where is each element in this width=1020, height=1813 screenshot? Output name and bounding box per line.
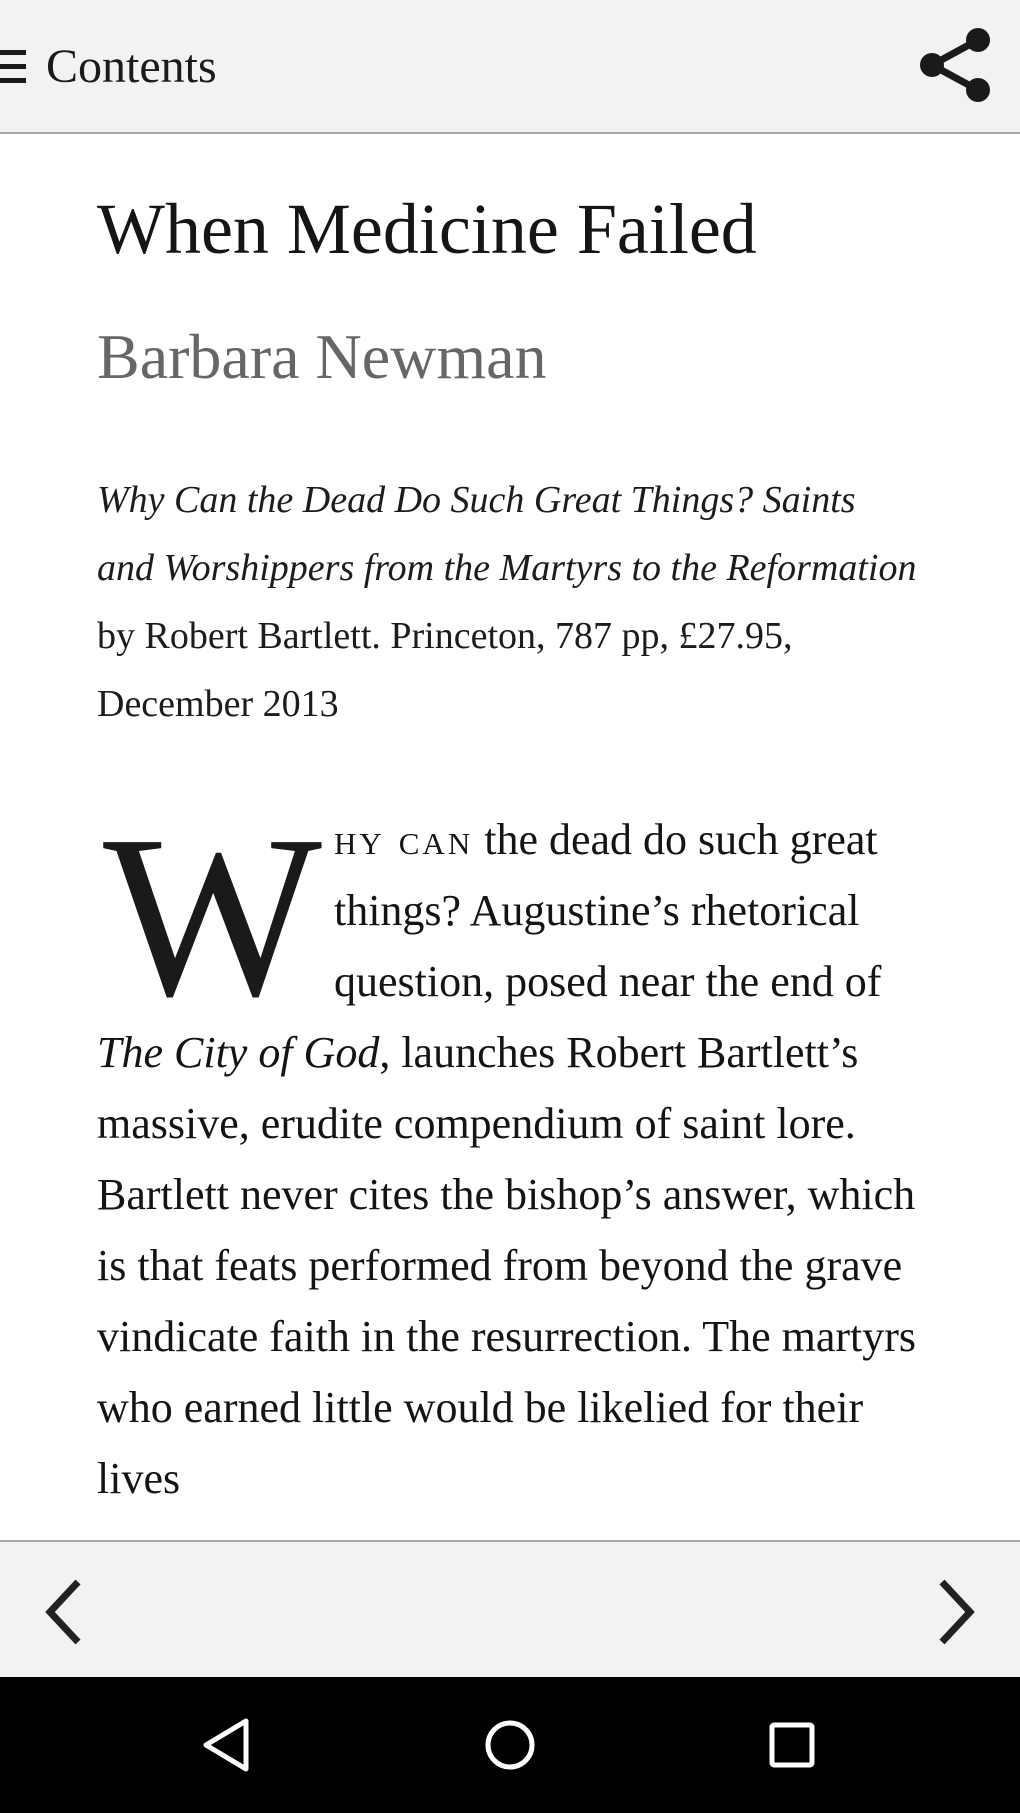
article-body bbox=[97, 788, 919, 1514]
back-triangle-icon bbox=[188, 1705, 268, 1785]
article-title: When Medicine Failed bbox=[97, 189, 757, 269]
article-author: Barbara Newman bbox=[97, 321, 547, 392]
bottom-nav-bar bbox=[0, 1540, 1020, 1677]
system-back-button[interactable] bbox=[188, 1705, 268, 1785]
system-navigation-bar bbox=[0, 1677, 1020, 1813]
body-italic-title: The City of God bbox=[97, 1028, 380, 1077]
share-icon bbox=[910, 20, 1000, 110]
opening-small-caps: hy can bbox=[333, 815, 474, 864]
drop-cap: W bbox=[103, 788, 322, 1045]
hamburger-menu-icon bbox=[0, 46, 26, 86]
contents-label: Contents bbox=[46, 39, 217, 93]
system-recent-apps-button[interactable] bbox=[752, 1705, 832, 1785]
book-info bbox=[97, 466, 917, 738]
chevron-left-icon bbox=[26, 1572, 106, 1652]
contents-button[interactable] bbox=[0, 28, 217, 104]
body-text-part-2: , launches Robert Bartlett’s massive, erudite compendium of saint lore. Bartlett never cites the bishop’s answer, which is that feats performed from beyond the grave vindicate faith in the resurrection. The martyrs who earned little would be likelied for their lives bbox=[97, 1028, 917, 1503]
body-text-part-1: the dead do such great things? Augustine’s rhetorical question, posed near the end of bbox=[333, 815, 882, 1006]
previous-page-button[interactable] bbox=[26, 1572, 106, 1652]
share-button[interactable] bbox=[910, 20, 1000, 110]
system-home-button[interactable] bbox=[470, 1705, 550, 1785]
home-circle-icon bbox=[470, 1705, 550, 1785]
recent-apps-square-icon bbox=[752, 1705, 832, 1785]
top-bar bbox=[0, 0, 1020, 134]
chevron-right-icon bbox=[914, 1572, 994, 1652]
next-page-button[interactable] bbox=[914, 1572, 994, 1652]
book-title: Why Can the Dead Do Such Great Things? Saints and Worshippers from the Martyrs to the Reformation bbox=[97, 479, 917, 589]
article-content[interactable] bbox=[0, 136, 1020, 1542]
book-details: by Robert Bartlett. Princeton, 787 pp, £27.95, December 2013 bbox=[97, 615, 793, 725]
